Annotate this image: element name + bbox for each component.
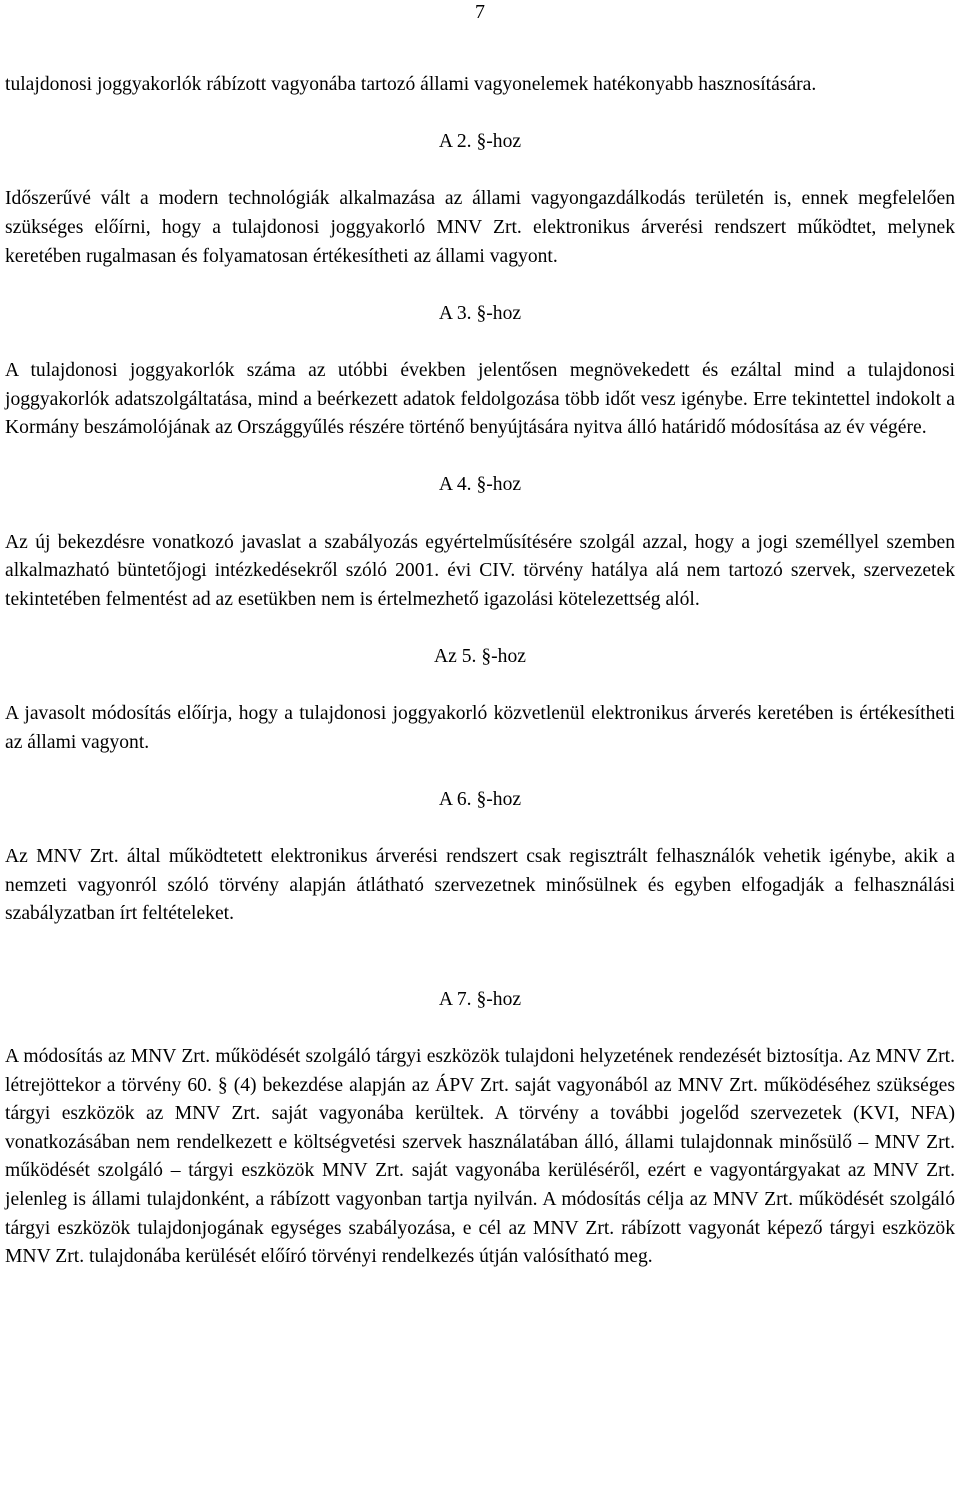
paragraph-section-2: Időszerűvé vált a modern technológiák alkalmazása az állami vagyongazdálkodás területén is, ennek megfelelően szükséges előírni, hogy a tulajdonosi joggyakorló MNV Zrt. elektronikus árverési rendszert működtet, melynek keretében rugalmasan és folyamatosan értékesítheti az állami vagyont.	[5, 188, 955, 267]
paragraph-section-7: A módosítás az MNV Zrt. működését szolgáló tárgyi eszközök tulajdoni helyzetének rendezését biztosítja. Az MNV Zrt. létrejöttekor a törvény 60. § (4) bekezdése alapján az ÁPV Zrt. saját vagyonából az MNV Zrt. működéséhez szükséges tárgyi eszközök az MNV Zrt. saját vagyonába kerültek. A törvény a további jogelőd szervezetek (KVI, NFA) vonatkozásában nem rendelkezett e költségvetési szervek használatában álló, állami tulajdonnak minősülő – MNV Zrt. működését szolgáló – tárgyi eszközök MNV Zrt. saját vagyonába kerüléséről, ezért e vagyontárgyakat az MNV Zrt. jelenleg is állami tulajdonként, a rábízott vagyonban tartja nyilván. A módosítás célja az MNV Zrt. működését szolgáló tárgyi eszközök tulajdonjogának egységes szabályozása, e cél az MNV Zrt. rábízott vagyonát képező tárgyi eszközök MNV Zrt. tulajdonába kerülését előíró törvényi rendelkezés útján valósítható meg.	[5, 1046, 955, 1268]
section-heading-5: Az 5. §-hoz	[434, 645, 526, 667]
section-heading-7: A 7. §-hoz	[438, 988, 522, 1010]
paragraph-section-3: A tulajdonosi joggyakorlók száma az utóbbi években jelentősen megnövekedett és ezáltal mind a tulajdonosi joggyakorlók adatszolgáltatása, mind a beérkezett adatok feldolgozása több időt vesz igénybe. Erre tekintettel indokolt a Kormány beszámolójának az Országgyűlés részére történő benyújtására nyitva álló határidő módosítása az év végére.	[5, 359, 955, 439]
paragraph-intro-continuation: tulajdonosi joggyakorlók rábízott vagyonába tartozó állami vagyonelemek hatékonyabb hasznosítására.	[5, 74, 817, 95]
section-heading-6: A 6. §-hoz	[438, 788, 522, 810]
section-heading-2: A 2. §-hoz	[438, 131, 522, 153]
section-heading-3: A 3. §-hoz	[438, 302, 522, 324]
page-number: 7	[475, 1, 485, 23]
paragraph-section-6: Az MNV Zrt. által működtetett elektronikus árverési rendszert csak regisztrált felhasználók vehetik igénybe, akik a nemzeti vagyonról szóló törvény alapján átlátható szervezetnek minősülnek és egyben elfogadják a felhasználási szabályzatban írt feltételeket.	[5, 846, 955, 925]
paragraph-section-4: Az új bekezdésre vonatkozó javaslat a szabályozás egyértelműsítésére szolgál azzal, hogy a jogi személlyel szemben alkalmazható büntetőjogi intézkedésekről szóló 2001. évi CIV. törvény hatálya alá nem tartozó szervek, szervezetek tekintetében felmentést ad az esetükben nem is értelmezhető igazolási kötelezettség alól.	[5, 531, 955, 610]
paragraph-section-5: A javasolt módosítás előírja, hogy a tulajdonosi joggyakorló közvetlenül elektronikus árverés keretében is értékesítheti az állami vagyont.	[5, 703, 955, 753]
document-body	[5, 71, 955, 1272]
section-heading-4: A 4. §-hoz	[438, 474, 522, 496]
